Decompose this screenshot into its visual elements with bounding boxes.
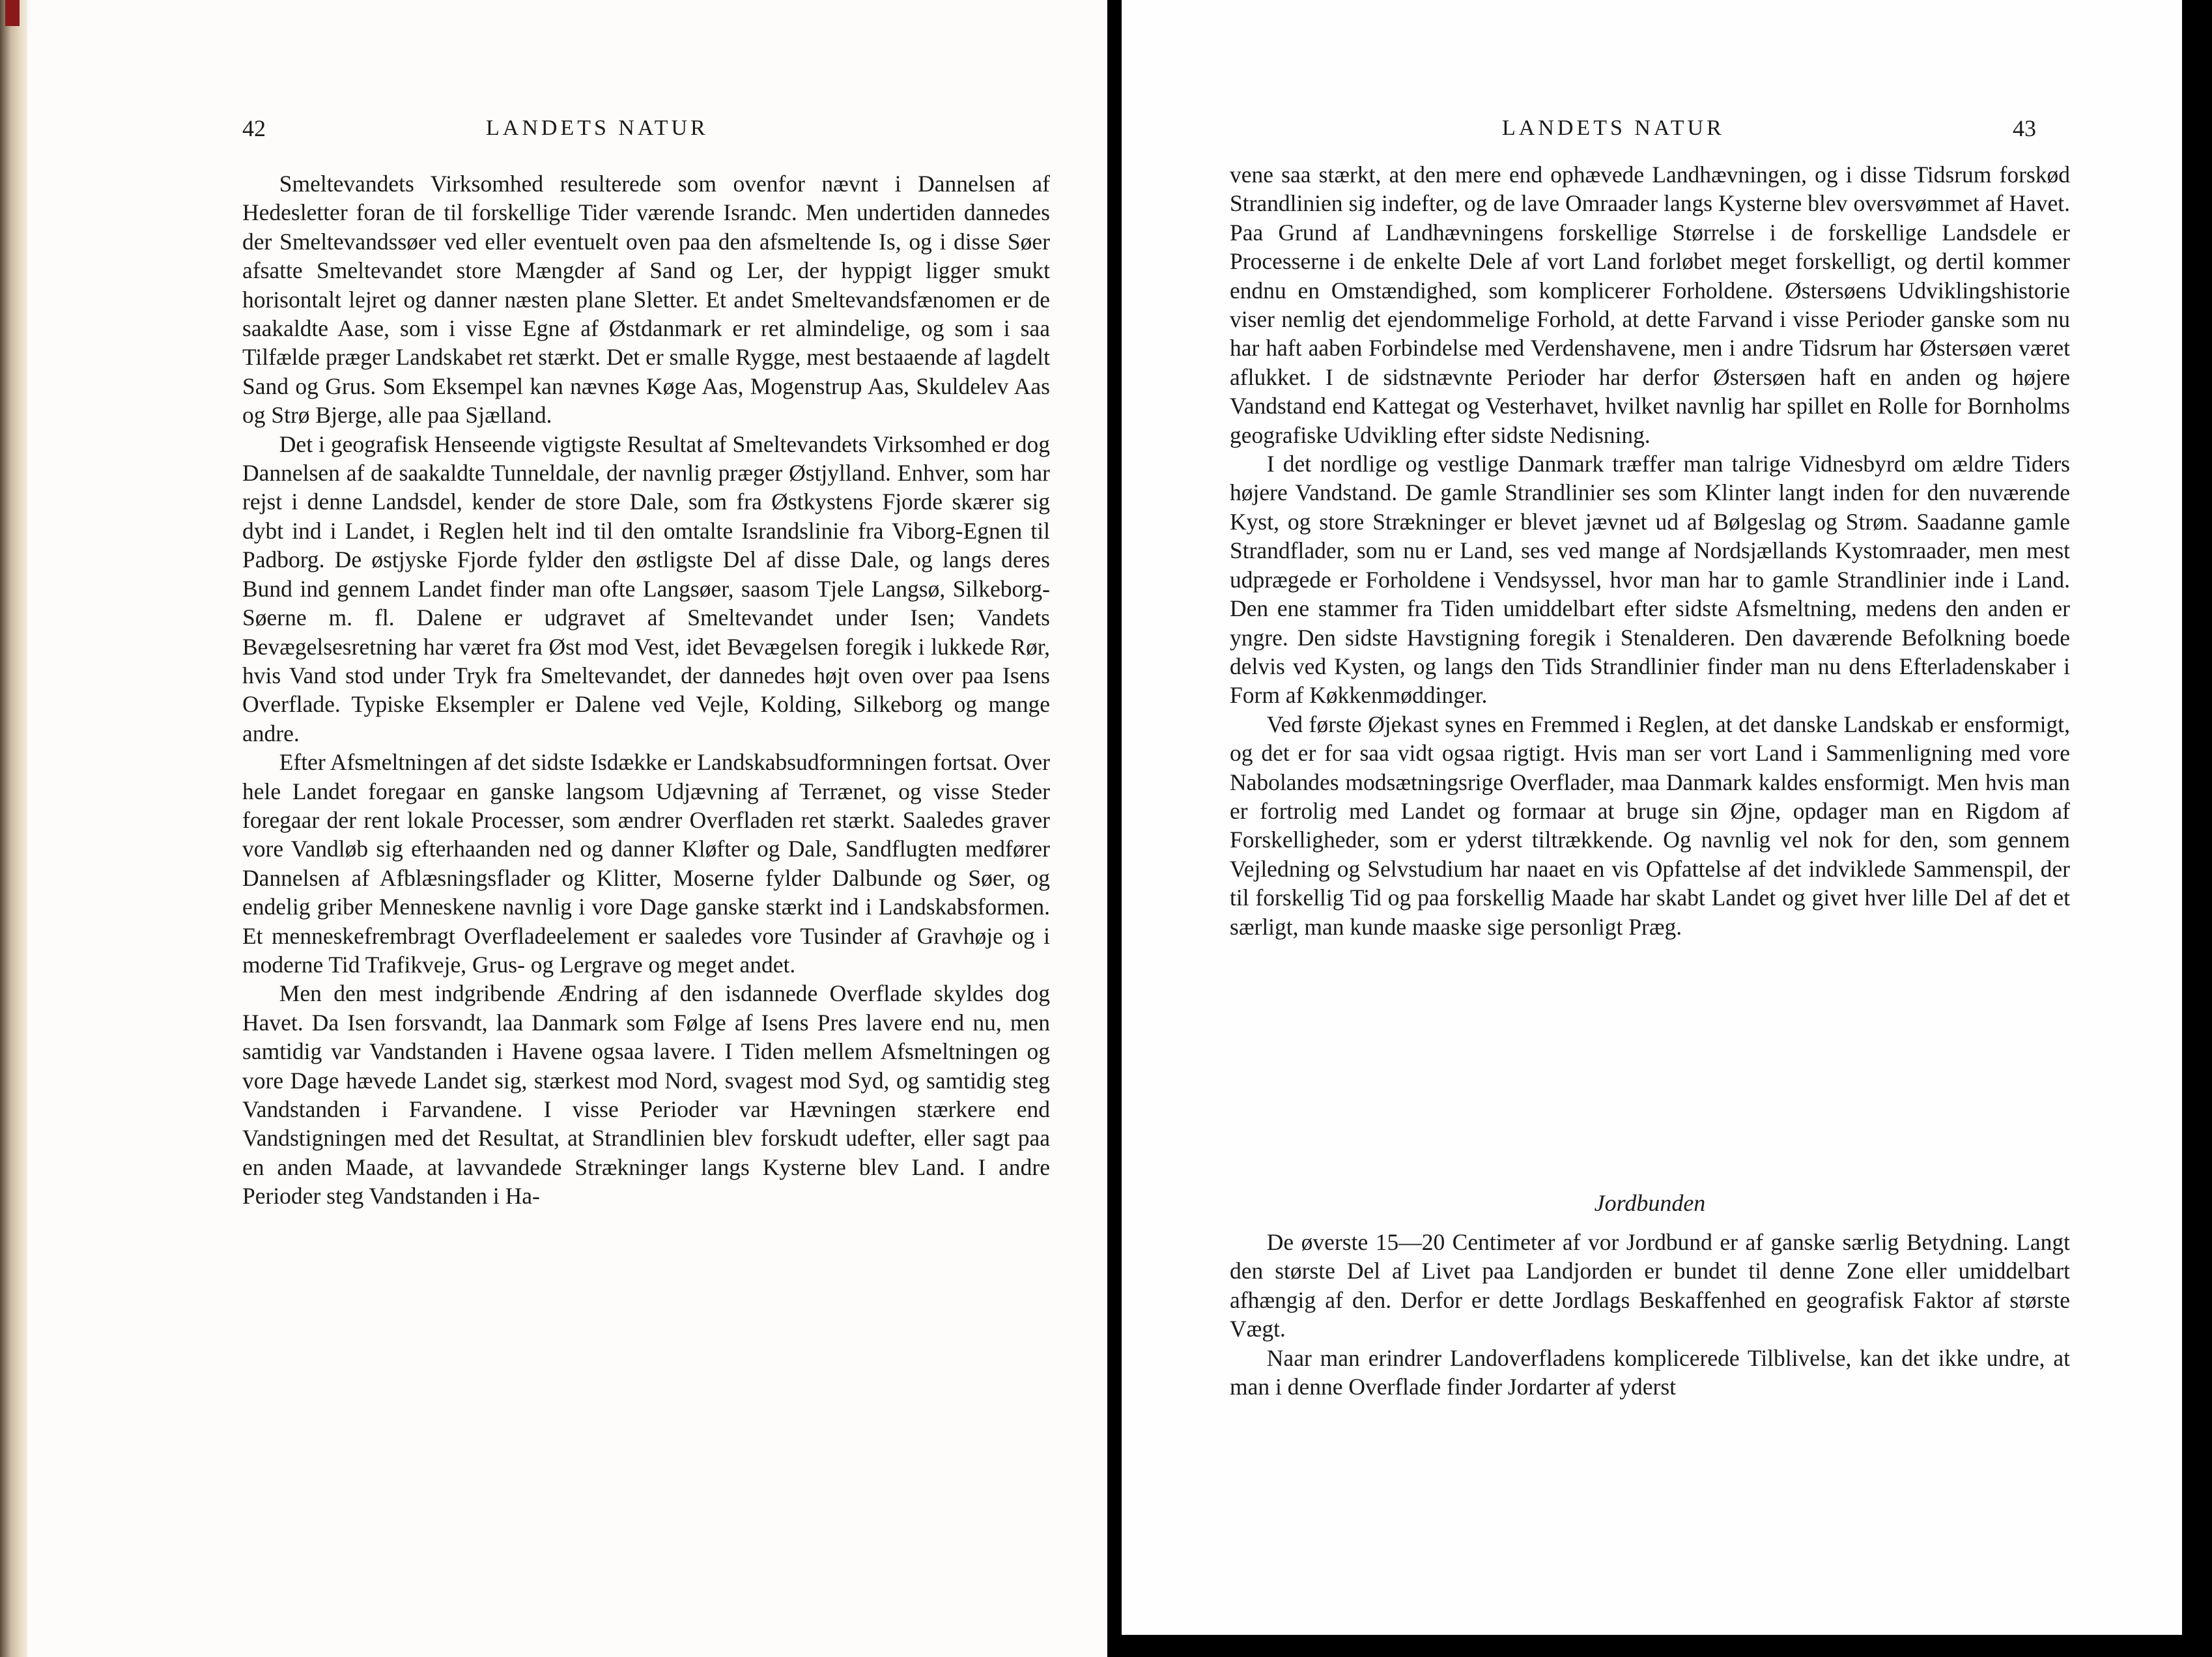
right-page	[1122, 0, 2182, 1657]
page-number-right: 43	[2013, 115, 2036, 141]
scan-border-bottom	[1122, 1635, 2182, 1657]
paragraph: Men den mest indgribende Ændring af den isdannede Overflade skyldes dog Havet. Da Isen forsvandt, laa Danmark som Følge af Isens Pres lavere end nu, men samtidig var Vandstanden i Havene ogsaa lavere. I Tiden mellem Afsmeltningen og vore Dage hævede Landet sig, stærkest mod Nord, svagest mod Syd, og samtidig steg Vandstanden i Farvandene. I visse Perioder var Hævningen stærkere end Vandstigningen med det Resultat, at Strandlinien blev forskudt udefter, eller sagt paa en anden Maade, at lavvandede Strækninger langs Kysterne blev Land. I andre Perioder steg Vandstanden i Ha-	[242, 980, 1050, 1210]
book-spine-edge	[0, 0, 27, 1657]
left-page-body	[242, 169, 1050, 1211]
paragraph: Ved første Øjekast synes en Fremmed i Reglen, at det danske Landskab er ensformigt, og det er for saa vidt ogsaa rigtigt. Hvis man ser vort Land i Sammenligning med vore Nabolandes modsætningsrige Overflader, maa Danmark kaldes ensformigt. Men hvis man er fortrolig med Landet og formaar at bruge sin Øjne, opdager man en Rigdom af Forskelligheder, som er yderst tiltrækkende. Og navnlig vel nok for den, som gennem Vejledning og Selvstudium har naaet en vis Opfattelse af det indviklede Sammenspil, der til forskellig Tid og paa forskellig Maade har skabt Landet og givet hver lille Del af det et særligt, man kunde maaske sige personligt Præg.	[1230, 711, 2070, 940]
section-body	[1230, 1228, 2070, 1401]
paragraph: Det i geografisk Henseende vigtigste Resultat af Smeltevandets Virksomhed er dog Dannelsen af de saakaldte Tunneldale, der navnlig præger Østjylland. Enhver, som har rejst i denne Landsdel, kender de store Dale, som fra Østkystens Fjorde skærer sig dybt ind i Landet, i Reglen helt ind til den omtalte Israndslinie fra Viborg-Egnen til Padborg. De østjyske Fjorde fylder den østligste Del af disse Dale, og langs deres Bund ind gennem Landet finder man ofte Langsøer, saasom Tjele Langsø, Silkeborg-Søerne m. fl. Dalene er udgravet af Smeltevandet under Isen; Vandets Bevægelsesretning har været fra Øst mod Vest, idet Bevægelsen foregik i lukkede Rør, hvis Vand stod under Tryk fra Smeltevandet, der dannedes højt oven over paa Isens Overflade. Typiske Eksempler er Dalene ved Vejle, Kolding, Silkeborg og mange andre.	[242, 431, 1050, 746]
paragraph: De øverste 15—20 Centimeter af vor Jordbund er af ganske særlig Betydning. Langt den største Del af Livet paa Landjorden er bundet til denne Zone eller umiddelbart afhængig af den. Derfor er dette Jordlags Beskaffenhed en geografisk Faktor af største Vægt.	[1230, 1229, 2070, 1342]
paragraph: Efter Afsmeltningen af det sidste Isdække er Landskabsudformningen fortsat. Over hele Landet foregaar en ganske langsom Udjævning af Terrænet, og visse Steder foregaar der rent lokale Processer, som ændrer Overfladen ret stærkt. Saaledes graver vore Vandløb sig efterhaanden ned og danner Kløfter og Dale, Sandflugten medfører Dannelsen af Afblæsningsflader og Klitter, Moserne fylder Dalbunde og Søer, og endelig griber Menneskene navnlig i vore Dage ganske stærkt ind i Landskabsformen. Et menneskefrembragt Overfladeelement er saaledes vore Tusinder af Gravhøje og i moderne Tid Trafikveje, Grus- og Lergrave og meget andet.	[242, 749, 1050, 978]
section-heading: Jordbunden	[1594, 1190, 1706, 1216]
scan-border-right	[2182, 0, 2212, 1657]
running-head-left: LANDETS NATUR	[486, 116, 709, 140]
running-head-right: LANDETS NATUR	[1502, 116, 1725, 140]
page-number-left: 42	[242, 115, 266, 141]
right-page-body	[1230, 160, 2070, 941]
left-page	[27, 0, 1107, 1657]
paragraph: I det nordlige og vestlige Danmark træffer man talrige Vidnesbyrd om ældre Tiders højere Vandstand. De gamle Strandlinier ses som Klinter langt inden for den nuværende Kyst, og store Strækninger er blevet jævnet ud af Bølgeslag og Strøm. Saadanne gamle Strandflader, som nu er Land, ses ved mange af Nordsjællands Kystomraader, men mest udprægede er Forholdene i Vendsyssel, hvor man har to gamle Strandlinier inde i Land. Den ene stammer fra Tiden umiddelbart efter sidste Afsmeltning, medens den anden er yngre. Den sidste Havstigning foregik i Stenalderen. Den daværende Befolkning boede delvis ved Kysten, og langs den Tids Strandlinier finder man nu dens Efterladenskaber i Form af Køkkenmøddinger.	[1230, 451, 2070, 709]
paragraph: Smeltevandets Virksomhed resulterede som ovenfor nævnt i Dannelsen af Hedesletter foran de til forskellige Tider værende Israndc. Men undertiden dannedes der Smeltevandssøer ved eller eventuelt oven paa den afsmeltende Is, og i disse Søer afsatte Smeltevandet store Mængder af Sand og Ler, der hyppigt ligger smukt horisontalt lejret og danner næsten plane Sletter. Et andet Smeltevandsfænomen er de saakaldte Aase, som i visse Egne af Østdanmark er ret almindelige, og som i saa Tilfælde præger Landskabet ret stærkt. Det er smalle Rygge, mest bestaaende af lagdelt Sand og Grus. Som Eksempel kan nævnes Køge Aas, Mogenstrup Aas, Skuldelev Aas og Strø Bjerge, alle paa Sjælland.	[242, 171, 1050, 429]
paragraph: vene saa stærkt, at den mere end ophævede Landhævningen, og i disse Tidsrum forskød Strandlinien sig indefter, og de lave Omraader langs Kysterne blev oversvømmet af Havet. Paa Grund af Landhævningens forskellige Størrelse i de forskellige Landsdele er Processerne i de enkelte Dele af vort Land forløbet meget forskelligt, og dertil kommer endnu en Omstændighed, som komplicerer Forholdene. Østersøens Udviklingshistorie viser nemlig det ejendommelige Forhold, at dette Farvand i visse Perioder ganske som nu har haft aaben Forbindelse med Verdenshavene, men i andre Tidsrum har Østersøen været aflukket. I de sidstnævnte Perioder har derfor Østersøen haft en anden og højere Vandstand end Kattegat og Vesterhavet, hvilket navnlig har spillet en Rolle for Bornholms geografiske Udvikling efter sidste Nedisning.	[1230, 162, 2070, 448]
paragraph: Naar man erindrer Landoverfladens komplicerede Tilblivelse, kan det ikke undre, at man i denne Overflade finder Jordarter af yderst	[1230, 1344, 2070, 1400]
